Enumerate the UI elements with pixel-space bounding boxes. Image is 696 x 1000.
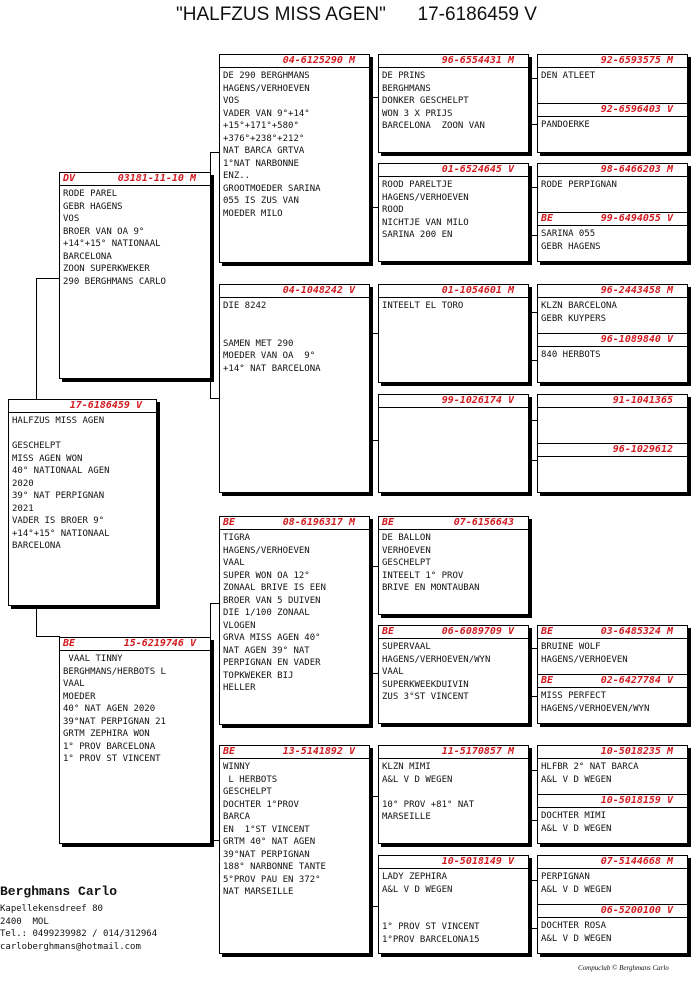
pigeon-sub-entry xyxy=(538,333,687,362)
pigeon-description: KLZN BARCELONA GEBR KUYPERS xyxy=(541,301,617,324)
pigeon-sub-entry xyxy=(538,794,687,835)
pigeon-sub-entry xyxy=(538,443,687,459)
ring-number: 01-6524645 V xyxy=(379,164,528,177)
pigeon-card-sire-dam[interactable] xyxy=(219,284,370,493)
pigeon-pair-card[interactable] xyxy=(537,54,688,153)
pigeon-description: DE BALLON VERHOEVEN GESCHELPT INTEELT 1° PROV BRIVE EN MONTAUBAN xyxy=(382,533,480,593)
ring-number: 98-6466203 M xyxy=(538,164,687,177)
pigeon-pair-card[interactable] xyxy=(537,745,688,844)
connector-line xyxy=(530,187,531,235)
pigeon-description: DE 290 BERGHMANS HAGENS/VERHOEVEN VOS VADER VAN 9°+14° +15°+171°+580° +376°+238°+212° NAT BARCA GRTVA 1°NAT NARBONNE ENZ.. GROOTMOEDER SARINA 055 IS ZUS VAN MOEDER MILO xyxy=(223,71,321,219)
pigeon-card-dds[interactable] xyxy=(378,745,529,844)
ring-number: 92-6596403 V xyxy=(538,104,687,117)
pigeon-description: VAAL TINNY BERGHMANS/HERBOTS L VAAL MOEDER 40° NAT AGEN 2020 39°NAT PERPIGNAN 21 GRTM ZEPHIRA WON 1° PROV BARCELONA 1° PROV ST VINCENT xyxy=(63,654,166,764)
pigeon-pair-card[interactable] xyxy=(537,284,688,383)
pigeon-card-sire-sire[interactable] xyxy=(219,54,370,263)
connector-line xyxy=(36,278,60,279)
ring-number: 96-1089840 V xyxy=(538,334,687,347)
connector-line xyxy=(530,648,531,696)
pigeon-pair-card[interactable] xyxy=(537,855,688,954)
pigeon-description: DOCHTER ROSA A&L V D WEGEN xyxy=(541,921,612,944)
pigeon-description: PANDOERKE xyxy=(541,120,590,130)
pigeon-card-dsd[interactable] xyxy=(378,625,529,724)
page-title: "HALFZUS MISS AGEN" 17-6186459 V xyxy=(176,4,537,25)
pigeon-pair-card[interactable] xyxy=(537,394,688,493)
connector-line xyxy=(530,78,531,124)
ring-number: 06-5200100 V xyxy=(538,905,687,918)
ring-number: 04-1048242 V xyxy=(220,285,369,298)
pigeon-description: INTEELT EL TORO xyxy=(382,301,464,311)
pigeon-card-ssd[interactable] xyxy=(378,163,529,262)
pigeon-description xyxy=(538,457,687,459)
ring-number: 01-1054601 M xyxy=(379,285,528,298)
ring-number: 96-1029612 xyxy=(538,444,687,457)
pigeon-card-sdd[interactable] xyxy=(378,394,529,493)
ring-number: 92-6593575 M xyxy=(538,55,687,68)
owner-name: Berghmans Carlo xyxy=(0,884,118,899)
ring-number: BE 13-5141892 V xyxy=(220,746,369,759)
pigeon-card-dam[interactable] xyxy=(59,637,211,844)
pigeon-pair-card[interactable] xyxy=(537,163,688,262)
ring-number: 96-2443458 M xyxy=(538,285,687,298)
connector-line xyxy=(36,278,37,400)
pigeon-sub-entry xyxy=(538,103,687,132)
pigeon-description: DIE 8242 SAMEN MET 290 MOEDER VAN OA 9° +14° NAT BARCELONA xyxy=(223,301,321,374)
ring-number: 10-5018149 V xyxy=(379,856,528,869)
ring-number: 07-5144668 M xyxy=(538,856,687,869)
pigeon-description: RODE PAREL GEBR HAGENS VOS BROER VAN OA 9° +14°+15° NATIONAAL BARCELONA ZOON SUPERKWEKER 290 BERGHMANS CARLO xyxy=(63,189,166,287)
pigeon-sub-entry xyxy=(538,674,687,715)
pigeon-sub-entry xyxy=(538,904,687,945)
pigeon-card-sds[interactable] xyxy=(378,284,529,383)
pigeon-card-sire[interactable] xyxy=(59,172,211,379)
pigeon-description: HLFBR 2° NAT BARCA A&L V D WEGEN xyxy=(541,762,639,785)
pigeon-card-sss[interactable] xyxy=(378,54,529,153)
connector-line xyxy=(530,880,531,928)
pigeon-description: MISS PERFECT HAGENS/VERHOEVEN/WYN xyxy=(541,691,650,714)
pigeon-description: LADY ZEPHIRA A&L V D WEGEN 1° PROV ST VINCENT 1°PROV BARCELONA15 xyxy=(382,872,480,945)
pigeon-card-dam-sire[interactable] xyxy=(219,516,370,725)
connector-line xyxy=(530,420,531,460)
connector-line xyxy=(530,770,531,820)
ring-number: BE 06-6089709 V xyxy=(379,626,528,639)
owner-address: Kapellekensdreef 80 2400 MOL Tel.: 0499239982 / 014/312964 carloberghmans@hotmail.com xyxy=(0,904,158,952)
ring-number: 10-5018235 M xyxy=(538,746,687,759)
connector-line xyxy=(36,606,37,636)
connector-line xyxy=(530,312,531,360)
pigeon-description: DOCHTER MIMI A&L V D WEGEN xyxy=(541,811,612,834)
ring-number: 11-5170857 M xyxy=(379,746,528,759)
ring-number: BE 07-6156643 xyxy=(379,517,528,530)
pigeon-description: DEN ATLEET xyxy=(541,71,596,81)
pigeon-description: HALFZUS MISS AGEN GESCHELPT MISS AGEN WON 40° NATIONAAL AGEN 2020 39° NAT PERPIGNAN 2021 VADER IS BROER 9° +14°+15° NATIONAAL BARCELONA xyxy=(12,416,110,551)
pigeon-sub-entry xyxy=(538,212,687,253)
ring-number: BE 15-6219746 V xyxy=(60,638,210,651)
ring-number: 91-1041365 xyxy=(538,395,687,408)
ring-number: 96-6554431 M xyxy=(379,55,528,68)
pigeon-description: PERPIGNAN A&L V D WEGEN xyxy=(541,872,612,895)
ring-number: BE 03-6485324 M xyxy=(538,626,687,639)
ring-number: BE 02-6427784 V xyxy=(538,675,687,688)
pigeon-description: WINNY L HERBOTS GESCHELPT DOCHTER 1°PROV BARCA EN 1°ST VINCENT GRTM 40° NAT AGEN 39°NAT PERPIGNAN 188° NARBONNE TANTE 5°PROV PAU EN 372° NAT MARSEILLE xyxy=(223,762,326,897)
pigeon-description xyxy=(379,408,528,410)
pigeon-description: SUPERVAAL HAGENS/VERHOEVEN/WYN VAAL SUPERKWEEKDUIVIN ZUS 3°ST VINCENT xyxy=(382,642,491,702)
ring-number: 10-5018159 V xyxy=(538,795,687,808)
pigeon-card-dss[interactable] xyxy=(378,516,529,615)
connector-line xyxy=(36,636,60,637)
ring-number: BE 08-6196317 M xyxy=(220,517,369,530)
ring-number: DV 03181-11-10 M xyxy=(60,173,210,186)
footer-credit: Compuclub © Berghmans Carlo xyxy=(578,964,669,972)
pigeon-card-dam-dam[interactable] xyxy=(219,745,370,954)
pigeon-description: ROOD PARELTJE HAGENS/VERHOEVEN ROOD NICHTJE VAN MILO SARINA 200 EN xyxy=(382,180,469,240)
pigeon-description: DE PRINS BERGHMANS DONKER GESCHELPT WON 3 X PRIJS BARCELONA ZOON VAN xyxy=(382,71,485,131)
ring-number: BE 99-6494055 V xyxy=(538,213,687,226)
pigeon-card-ddd[interactable] xyxy=(378,855,529,954)
pigeon-description: BRUINE WOLF HAGENS/VERHOEVEN xyxy=(541,642,628,665)
pigeon-pair-card[interactable] xyxy=(537,625,688,724)
pigeon-description: 840 HERBOTS xyxy=(541,350,601,360)
pigeon-description: SARINA 055 GEBR HAGENS xyxy=(541,229,601,252)
pigeon-description: TIGRA HAGENS/VERHOEVEN VAAL SUPER WON OA 12° ZONAAL BRIVE IS EEN BROER VAN 5 DUIVEN DIE 1/100 ZONAAL VLOGEN GRVA MISS AGEN 40° NAT AGEN 39° NAT PERPIGNAN EN VADER TOPKWEKER BIJ HELLER xyxy=(223,533,326,693)
pigeon-card-subject[interactable] xyxy=(8,399,157,606)
pigeon-description: RODE PERPIGNAN xyxy=(541,180,617,190)
pigeon-description xyxy=(538,408,687,410)
ring-number: 17-6186459 V xyxy=(9,400,156,413)
ring-number: 99-1026174 V xyxy=(379,395,528,408)
ring-number: 04-6125290 M xyxy=(220,55,369,68)
pigeon-description: KLZN MIMI A&L V D WEGEN 10° PROV +81° NAT MARSEILLE xyxy=(382,762,475,822)
